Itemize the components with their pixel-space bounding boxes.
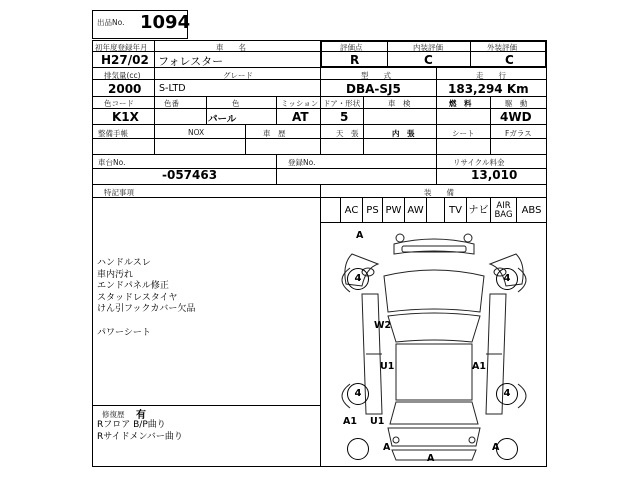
roof-outline: [396, 344, 472, 400]
doors-label: ドア・形状: [323, 99, 361, 108]
repair-history-value: 有: [136, 410, 146, 421]
notes-label: 特記事項: [104, 188, 134, 197]
notes-list: [97, 258, 195, 339]
equipment-label: 装 備: [424, 188, 454, 197]
lot-number: 1094: [140, 12, 191, 33]
drive-value: 4WD: [500, 110, 532, 124]
f-glass-label: Fガラス: [505, 129, 532, 138]
front-right-light-outline: [464, 234, 472, 242]
tire-rear-left: 4: [347, 383, 369, 405]
mark-rear-left-panel: U1: [370, 416, 385, 427]
rear-right-light-outline: [469, 437, 475, 443]
equipment-pw: PW: [385, 205, 402, 216]
equipment-navi: ナビ: [468, 205, 489, 216]
model-value: DBA-SJ5: [346, 82, 401, 96]
color-code-value: K1X: [112, 110, 139, 124]
color-no-label: 色番: [164, 99, 179, 108]
interior-score-label: 内装評価: [413, 43, 443, 52]
mileage-value: 183,294 Km: [448, 82, 529, 96]
mark-front-bumper: A: [356, 230, 364, 241]
right-rear-arch: [518, 384, 526, 408]
recycle-value: 13,010: [471, 168, 518, 182]
hood-outline: [384, 270, 484, 312]
roof-label: 天 張: [336, 129, 359, 138]
mark-rear-center: A: [427, 453, 435, 464]
tire-front-right: 4: [496, 268, 518, 290]
color-label: 色: [232, 99, 240, 108]
note-line: エンドパネル修正: [97, 281, 169, 291]
note-line: けん引フックカバー欠品: [97, 304, 196, 314]
repair-note: Rサイドメンバー曲り: [97, 432, 183, 442]
score-label: 評価点: [340, 43, 363, 52]
grade-label: グレード: [223, 71, 253, 80]
grade-value: S-LTD: [159, 83, 186, 94]
exterior-score-value: C: [505, 53, 514, 67]
interior-label: 内 張: [392, 129, 415, 138]
inspection-label: 車 検: [388, 99, 411, 108]
rear-hatch-outline: [388, 428, 480, 446]
mark-rear-left: A: [383, 442, 391, 453]
chassis-no-label: 車台No.: [98, 158, 126, 167]
chassis-no-value: -057463: [162, 168, 218, 182]
manual-label: 整備手帳: [98, 129, 128, 138]
equipment-ps: PS: [366, 205, 379, 216]
car-name-value: フォレスター: [158, 55, 224, 68]
rear-left-light-outline: [393, 437, 399, 443]
exterior-score-label: 外装評価: [487, 43, 517, 52]
equipment-airbag: AIR BAG: [494, 201, 513, 220]
note-line: スタッドレスタイヤ: [97, 292, 178, 303]
car-inspection-diagram: [322, 224, 546, 466]
windshield-outline: [388, 313, 480, 342]
equipment-ac: AC: [344, 205, 359, 216]
spare-tire-circle: [347, 438, 369, 460]
mark-left-door: U1: [380, 361, 395, 372]
lot-number-label: 出品No.: [97, 18, 125, 27]
mark-left-side: W2: [374, 320, 392, 331]
tire-front-left: 4: [347, 268, 369, 290]
doors-value: 5: [340, 110, 349, 124]
mark-rear-right: A: [492, 442, 500, 453]
recycle-label: リサイクル料金: [453, 158, 505, 167]
repair-note: Rフロア B/P曲り: [97, 420, 166, 430]
history-label: 車 歴: [263, 129, 286, 138]
score-value: R: [350, 53, 360, 67]
equipment-abs: ABS: [521, 205, 542, 216]
note-line: 車内汚れ: [97, 269, 134, 280]
front-left-light-outline: [396, 234, 404, 242]
note-line: ハンドルスレ: [97, 258, 151, 268]
mark-rear-left-quarter: A1: [343, 416, 357, 427]
reg-year-value: H27/02: [101, 53, 149, 67]
nox-label: NOX: [188, 128, 205, 137]
equipment-tv: TV: [449, 205, 462, 216]
color-code-label: 色コード: [104, 99, 134, 108]
reg-year-label: 初年度登録年月: [95, 43, 148, 52]
drive-label: 駆 動: [505, 99, 528, 108]
displacement-label: 排気量(cc): [104, 71, 141, 80]
seat-label: シート: [452, 129, 475, 138]
interior-score-value: C: [424, 53, 433, 67]
repair-history-label: 修復歴: [102, 410, 125, 419]
transmission-label: ミッション: [281, 99, 319, 108]
note-line: [97, 316, 195, 328]
color-value: パール: [208, 114, 237, 125]
fuel-label: 燃 料: [449, 99, 472, 108]
rear-window-outline: [390, 402, 478, 424]
displacement-value: 2000: [108, 82, 142, 96]
car-name-label: 車 名: [216, 43, 246, 52]
transmission-value: AT: [292, 110, 309, 124]
mark-right-door: A1: [472, 361, 486, 372]
tire-rear-right: 4: [496, 383, 518, 405]
mileage-label: 走 行: [476, 71, 506, 80]
reg-no-label: 登録No.: [288, 158, 316, 167]
model-label: 型 式: [361, 71, 391, 80]
equipment-aw: AW: [407, 205, 424, 216]
right-front-arch: [518, 268, 526, 292]
equipment-blank: [427, 200, 444, 222]
note-line: パワーシート: [97, 327, 151, 338]
